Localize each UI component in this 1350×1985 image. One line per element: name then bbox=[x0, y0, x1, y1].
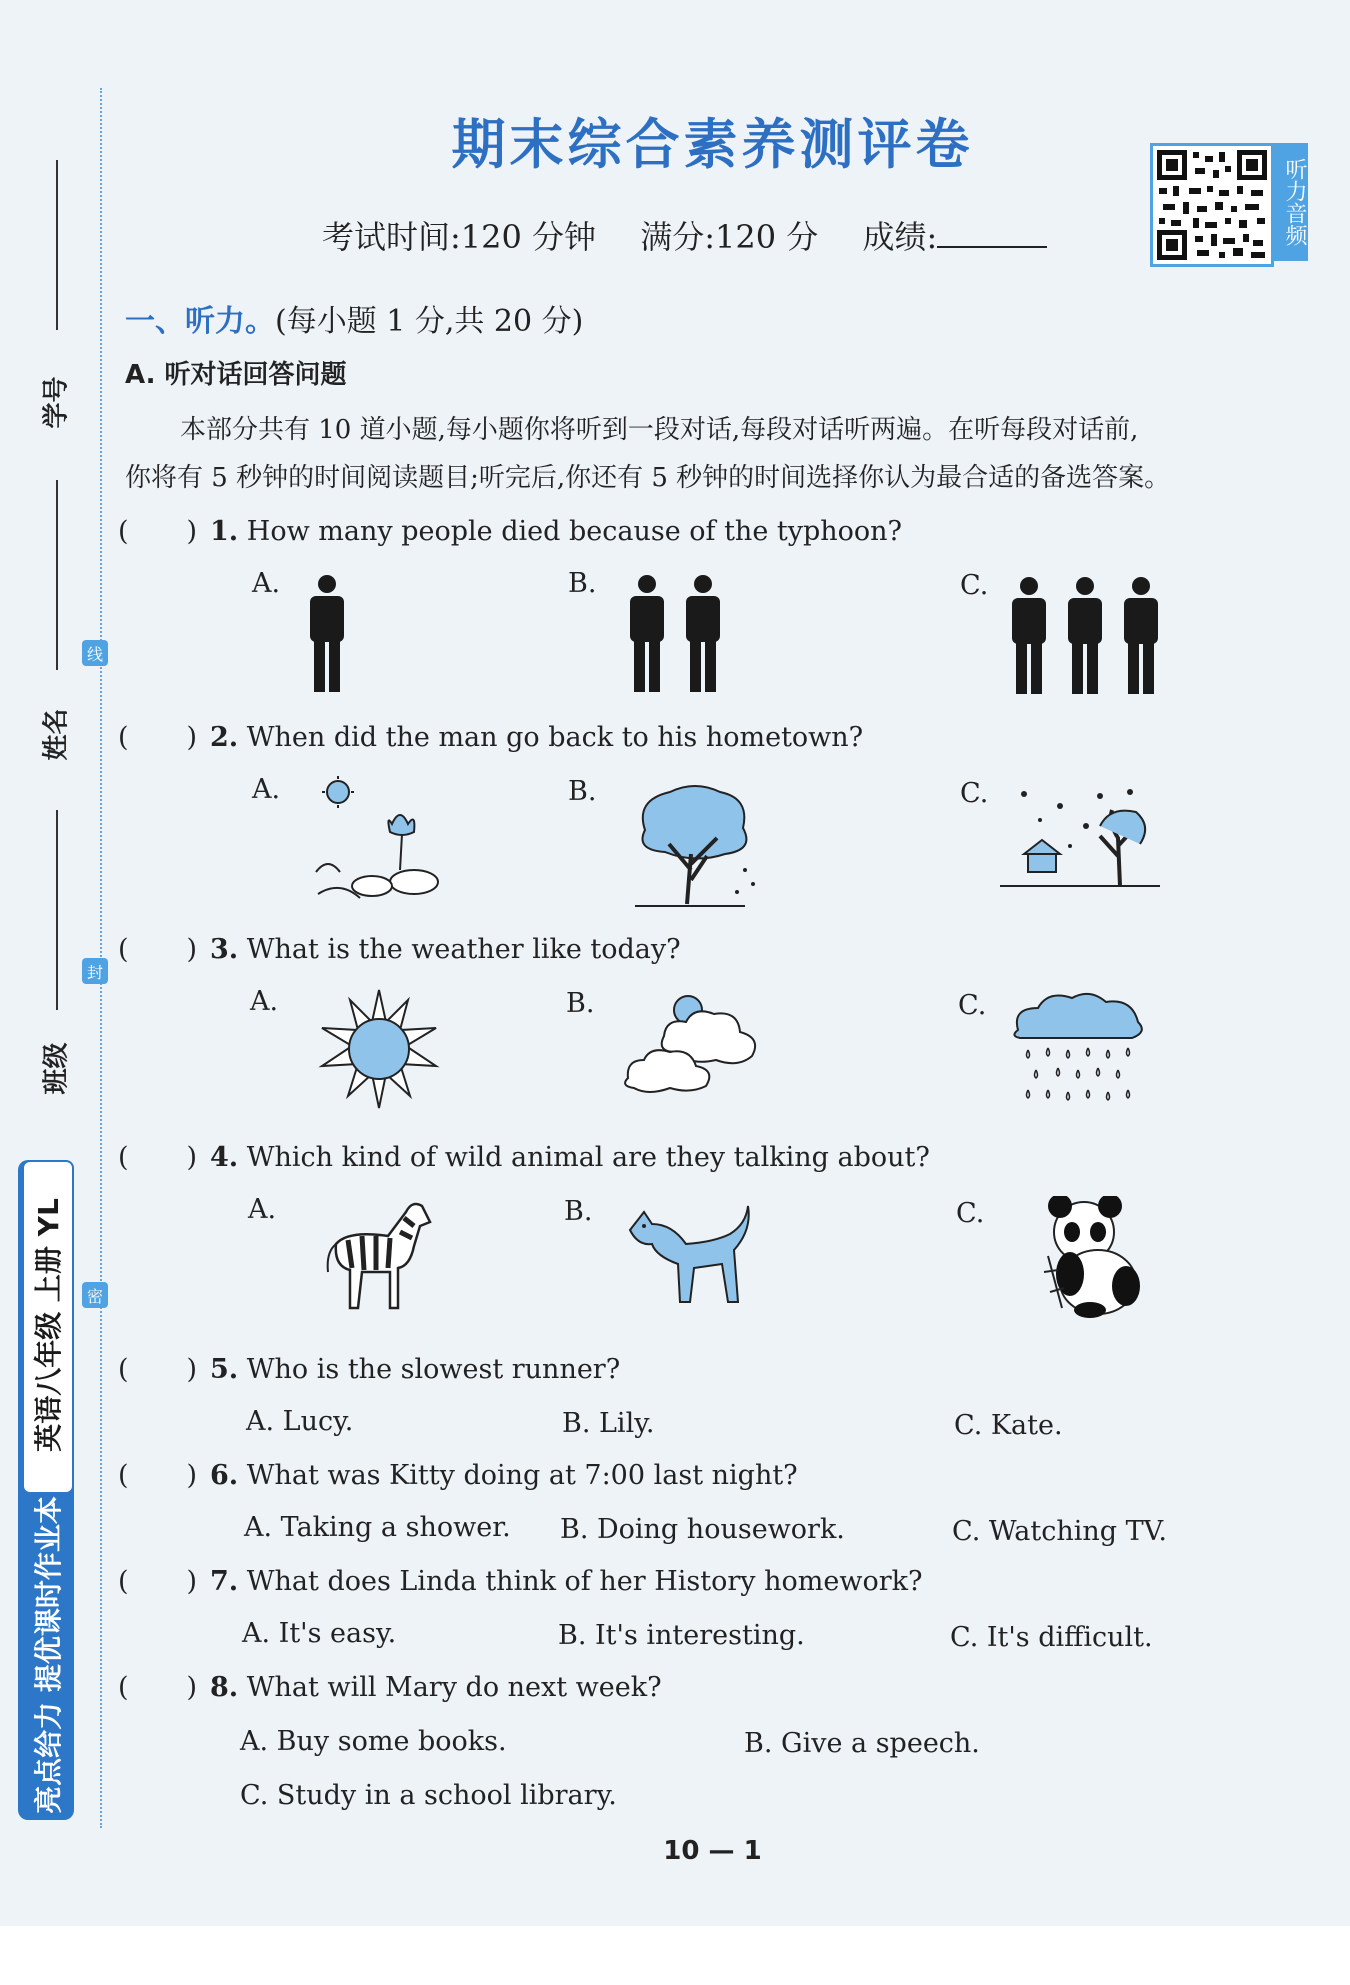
brand-text: 亮点给力 提优课时作业本 bbox=[32, 1496, 65, 1814]
student-id-blank[interactable] bbox=[56, 160, 58, 330]
question-7 bbox=[118, 1566, 922, 1597]
summer-lotus-icon bbox=[310, 776, 440, 906]
option-b[interactable]: B. Give a speech. bbox=[744, 1728, 980, 1759]
question-number: 3. bbox=[210, 934, 239, 965]
answer-bracket[interactable]: ( ) bbox=[118, 722, 198, 753]
answer-bracket[interactable]: ( ) bbox=[118, 1460, 198, 1491]
instruction-line-1: 本部分共有 10 道小题,每小题你将听到一段对话,每段对话听两遍。在听每段对话前, bbox=[180, 415, 1139, 445]
class-label: 班级 bbox=[41, 1042, 72, 1095]
question-4 bbox=[118, 1142, 930, 1173]
winter-snow-icon bbox=[1000, 786, 1160, 906]
question-text: What will Mary do next week? bbox=[246, 1672, 662, 1703]
page-number: 10 — 1 bbox=[663, 1836, 762, 1866]
option-c[interactable]: C. bbox=[960, 570, 989, 601]
question-1 bbox=[118, 516, 902, 547]
answer-bracket[interactable]: ( ) bbox=[118, 1566, 198, 1597]
question-6 bbox=[118, 1460, 798, 1491]
score-blank[interactable] bbox=[937, 246, 1047, 248]
question-5 bbox=[118, 1354, 620, 1385]
option-a[interactable]: A. bbox=[252, 774, 281, 805]
answer-bracket[interactable]: ( ) bbox=[118, 1672, 198, 1703]
instruction-line-2: 你将有 5 秒钟的时间阅读题目;听完后,你还有 5 秒钟的时间选择你认为最合适的备选答案。 bbox=[125, 463, 1171, 493]
name-blank[interactable] bbox=[56, 480, 58, 670]
option-a[interactable]: A. bbox=[252, 568, 281, 599]
question-number: 8. bbox=[210, 1672, 239, 1703]
option-a[interactable]: A. bbox=[248, 1194, 277, 1225]
cloudy-icon bbox=[620, 990, 765, 1100]
option-c[interactable]: C. Kate. bbox=[954, 1410, 1063, 1441]
option-c[interactable]: C. bbox=[956, 1198, 985, 1229]
option-a[interactable]: A. Taking a shower. bbox=[244, 1512, 511, 1543]
question-number: 7. bbox=[210, 1566, 239, 1597]
question-number: 6. bbox=[210, 1460, 239, 1491]
score-label: 成绩: bbox=[862, 218, 938, 256]
option-b[interactable]: B. bbox=[568, 776, 597, 807]
page-title: 期末综合素养测评卷 bbox=[451, 113, 974, 176]
answer-bracket[interactable]: ( ) bbox=[118, 1142, 198, 1173]
question-text: Which kind of wild animal are they talking about? bbox=[246, 1142, 930, 1173]
class-blank[interactable] bbox=[56, 810, 58, 1010]
rainy-icon bbox=[1008, 990, 1148, 1114]
exam-time: 考试时间:120 分钟 bbox=[322, 218, 597, 256]
option-a[interactable]: A. Buy some books. bbox=[240, 1726, 507, 1757]
question-2 bbox=[118, 722, 863, 753]
tag-close: 密 bbox=[82, 1282, 108, 1308]
zebra-icon bbox=[318, 1192, 438, 1312]
question-text: What does Linda think of her History homework? bbox=[246, 1566, 923, 1597]
two-people-icon bbox=[620, 574, 730, 694]
qr-code-icon[interactable] bbox=[1150, 143, 1274, 267]
question-number: 5. bbox=[210, 1354, 239, 1385]
part-a-heading: A. 听对话回答问题 bbox=[125, 360, 347, 390]
tag-line: 线 bbox=[82, 640, 108, 666]
sunny-icon bbox=[318, 988, 440, 1110]
section-note: (每小题 1 分,共 20 分) bbox=[275, 304, 584, 339]
name-label: 姓名 bbox=[41, 708, 72, 761]
question-text: What was Kitty doing at 7:00 last night? bbox=[246, 1460, 798, 1491]
question-text: What is the weather like today? bbox=[246, 934, 681, 965]
question-number: 4. bbox=[210, 1142, 239, 1173]
exam-meta bbox=[322, 212, 1081, 258]
option-a[interactable]: A. bbox=[250, 986, 279, 1017]
question-3 bbox=[118, 934, 681, 965]
option-b[interactable]: B. bbox=[564, 1196, 593, 1227]
panda-icon bbox=[1040, 1196, 1152, 1320]
option-c[interactable]: C. Study in a school library. bbox=[240, 1780, 617, 1811]
section-heading bbox=[125, 296, 583, 340]
option-b[interactable]: B. Doing housework. bbox=[560, 1514, 845, 1545]
option-c[interactable]: C. bbox=[960, 778, 989, 809]
book-label: 英语八年级 上册 YL bbox=[32, 1198, 65, 1452]
question-number: 2. bbox=[210, 722, 239, 753]
answer-bracket[interactable]: ( ) bbox=[118, 1354, 198, 1385]
student-id-label: 学号 bbox=[41, 376, 72, 429]
option-b[interactable]: B. Lily. bbox=[562, 1408, 655, 1439]
option-b[interactable]: B. bbox=[568, 568, 597, 599]
three-people-icon bbox=[1002, 576, 1167, 696]
wolf-icon bbox=[622, 1194, 752, 1312]
autumn-tree-icon bbox=[625, 780, 765, 910]
question-8 bbox=[118, 1672, 662, 1703]
option-c[interactable]: C. Watching TV. bbox=[952, 1516, 1167, 1547]
full-score: 满分:120 分 bbox=[640, 218, 819, 256]
option-b[interactable]: B. It's interesting. bbox=[558, 1620, 805, 1651]
one-person-icon bbox=[300, 574, 354, 694]
qr-audio-label: 听力音频 bbox=[1272, 143, 1308, 261]
answer-bracket[interactable]: ( ) bbox=[118, 934, 198, 965]
option-b[interactable]: B. bbox=[566, 988, 595, 1019]
section-label: 一、听力。 bbox=[125, 304, 275, 339]
question-text: Who is the slowest runner? bbox=[246, 1354, 621, 1385]
answer-bracket[interactable]: ( ) bbox=[118, 516, 198, 547]
tag-seal: 封 bbox=[82, 958, 108, 984]
question-text: How many people died because of the typhoon? bbox=[246, 516, 903, 547]
question-text: When did the man go back to his hometown? bbox=[246, 722, 864, 753]
question-number: 1. bbox=[210, 516, 239, 547]
option-c[interactable]: C. bbox=[958, 990, 987, 1021]
option-a[interactable]: A. It's easy. bbox=[242, 1618, 397, 1649]
option-c[interactable]: C. It's difficult. bbox=[950, 1622, 1153, 1653]
option-a[interactable]: A. Lucy. bbox=[246, 1406, 354, 1437]
